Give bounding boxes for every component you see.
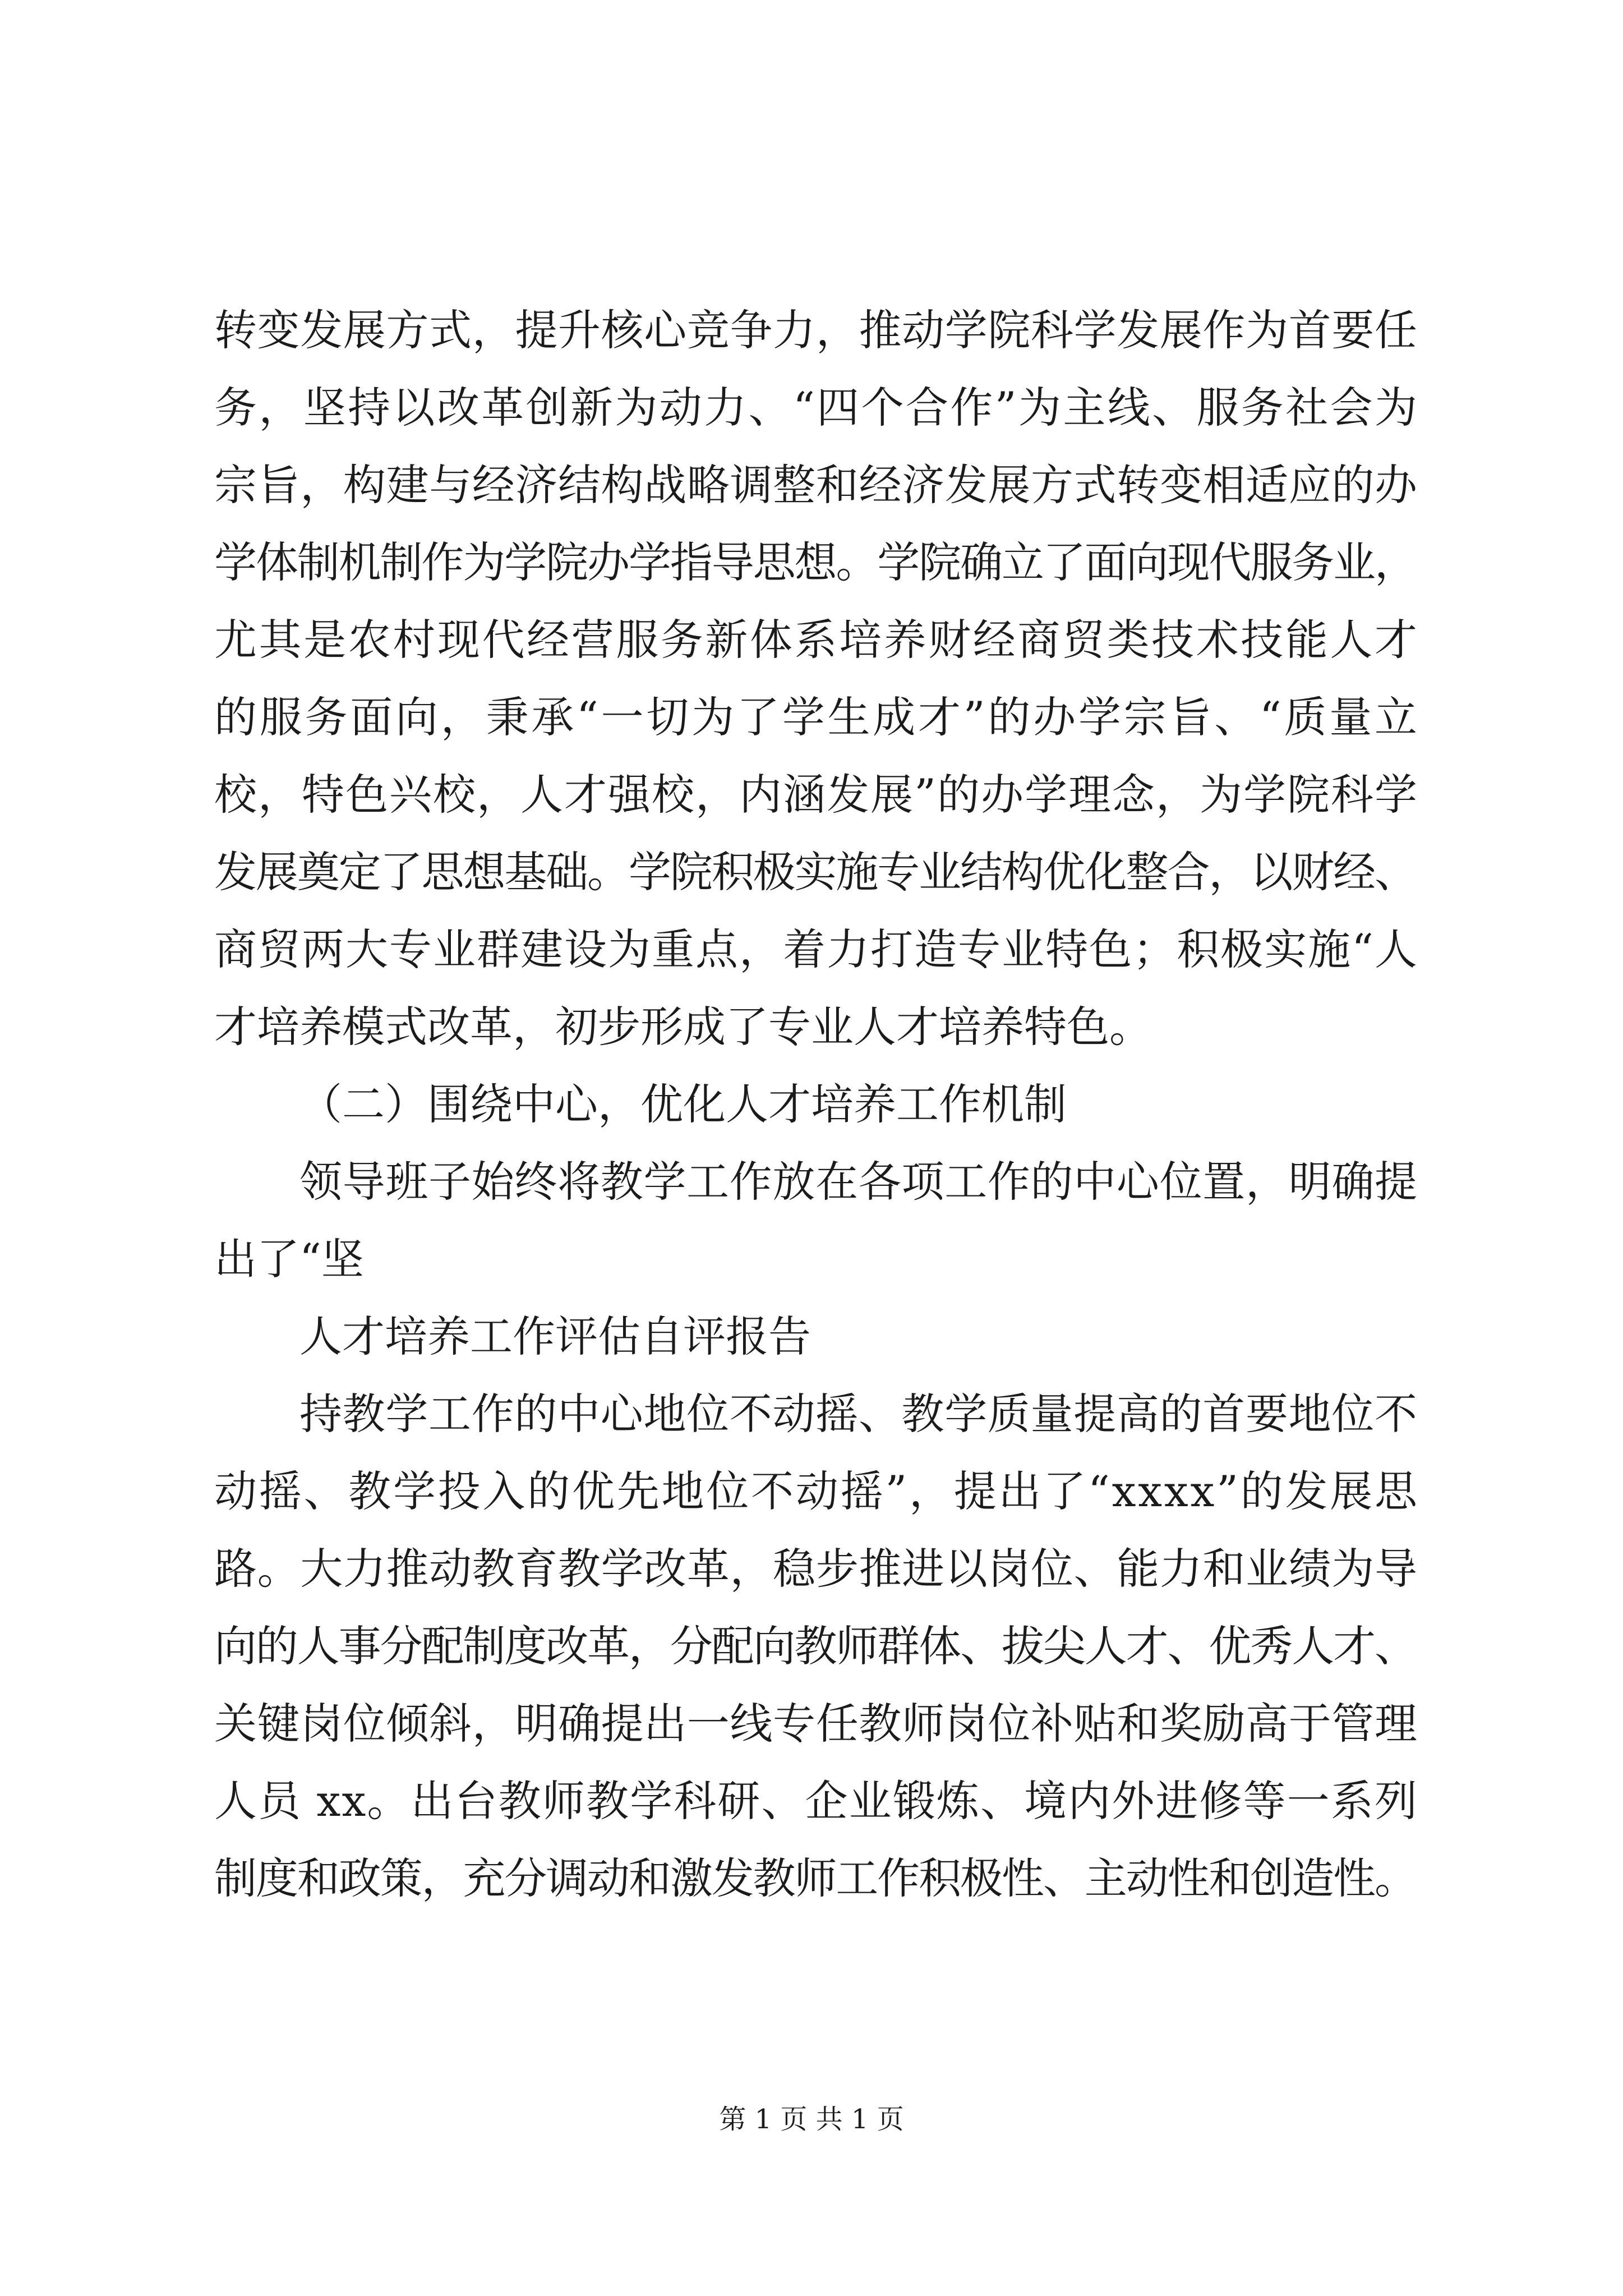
paragraph-line: 学体制机制作为学院办学指导思想。学院确立了面向现代服务业，	[214, 537, 1416, 587]
body-paragraph	[214, 292, 1420, 1066]
paragraph-line: 出了“坚	[214, 1234, 364, 1284]
paragraph-line: 领导班子始终将教学工作放在各项工作的中心位置，明确提	[299, 1157, 1418, 1207]
paragraph-line: 关键岗位倾斜，明确提出一线专任教师岗位补贴和奖励高于管理	[214, 1699, 1418, 1749]
paragraph-line: 持教学工作的中心地位不动摇、教学质量提高的首要地位不	[299, 1389, 1418, 1439]
paragraph-line: 动摇、教学投入的优先地位不动摇”，提出了“xxxx”的发展思	[214, 1466, 1419, 1516]
paragraph-line: 商贸两大专业群建设为重点，着力打造专业特色；积极实施“人	[214, 924, 1418, 974]
section-heading	[214, 1066, 1417, 1143]
paragraph-line: 制度和政策，充分调动和激发教师工作积极性、主动性和创造性。	[214, 1853, 1416, 1903]
section-heading-text: （二）围绕中心，优化人才培养工作机制	[299, 1079, 1067, 1129]
paragraph-line: 务，坚持以改革创新为动力、“四个合作”为主线、服务社会为	[214, 383, 1419, 432]
paragraph-line: 人员 xx。出台教师教学科研、企业锻炼、境内外进修等一系列	[214, 1776, 1419, 1826]
paragraph-line: 宗旨，构建与经济结构战略调整和经济发展方式转变相适应的办	[214, 460, 1418, 510]
inline-title-text: 人才培养工作评估自评报告	[299, 1312, 811, 1361]
body-paragraph	[214, 1375, 1417, 1917]
body-paragraph	[214, 1143, 1417, 1298]
paragraph-line: 向的人事分配制度改革，分配向教师群体、拔尖人才、优秀人才、	[214, 1621, 1416, 1671]
paragraph-line: 路。大力推动教育教学改革，稳步推进以岗位、能力和业绩为导	[214, 1544, 1418, 1594]
paragraph-line: 校，特色兴校，人才强校，内涵发展”的办学理念，为学院科学	[214, 770, 1418, 820]
paragraph-line: 发展奠定了思想基础。学院积极实施专业结构优化整合，以财经、	[214, 847, 1416, 897]
page-footer: 第 1 页 共 1 页	[719, 2104, 904, 2135]
paragraph-line: 转变发展方式，提升核心竞争力，推动学院科学发展作为首要任	[214, 305, 1418, 355]
document-body	[214, 292, 1420, 1917]
inline-title	[214, 1298, 1417, 1375]
paragraph-line: 才培养模式改革，初步形成了专业人才培养特色。	[214, 1002, 1152, 1052]
paragraph-line: 尤其是农村现代经营服务新体系培养财经商贸类技术技能人才	[214, 615, 1419, 665]
paragraph-line: 的服务面向，秉承“一切为了学生成才”的办学宗旨、“质量立	[214, 692, 1420, 742]
